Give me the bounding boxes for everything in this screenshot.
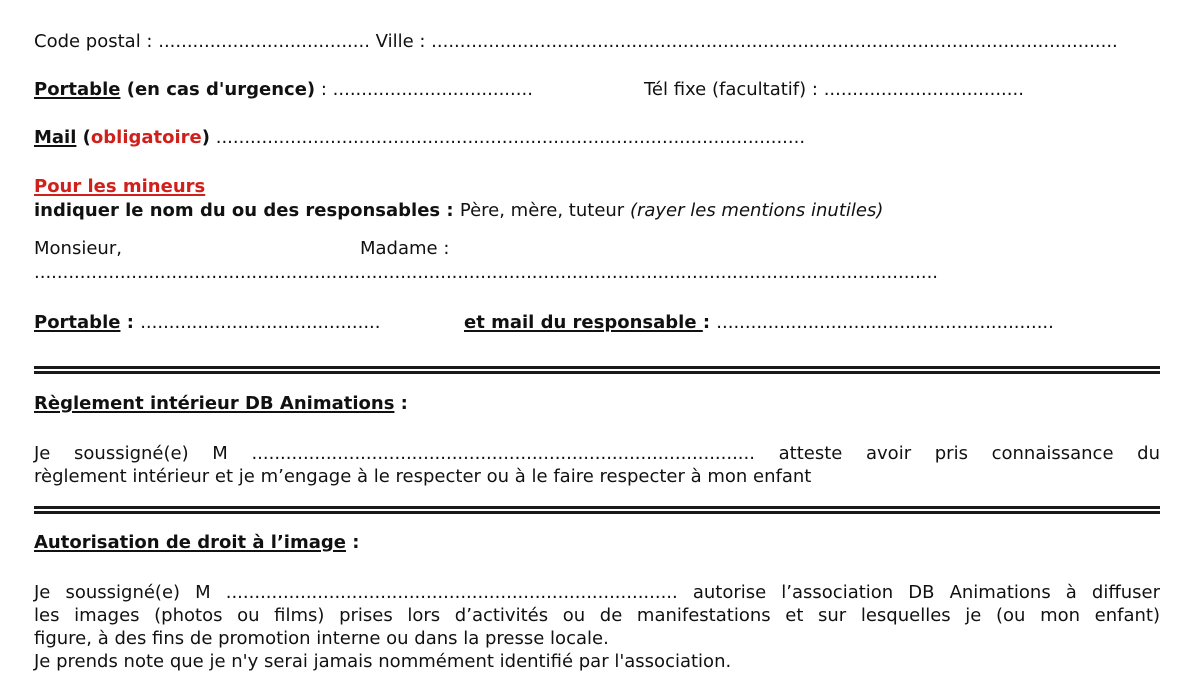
guardian-instruction-italic: (rayer les mentions inutiles) [629,200,884,221]
image-rights-line-1 [34,581,1160,604]
landline-label: Tél fixe (facultatif) : [644,79,824,100]
guardian-instruction-bold: indiquer le nom du ou des responsables : [34,200,460,221]
mobile-label-note: (en cas d'urgence) [120,79,316,100]
rules-name-field[interactable]: ........................................................................................ [251,443,755,464]
mail-field[interactable]: ....................................................................................................... [210,127,806,148]
mobile-colon: : [315,79,333,100]
rules-line-1-start: Je soussigné(e) M [34,443,252,464]
guardian-mail-label: et mail du responsable [464,312,703,333]
rules-line-2: règlement intérieur et je m’engage à le respecter ou à le faire respecter à mon enfant [34,466,812,487]
mail-paren-open: ( [76,127,91,148]
mail-required-note: obligatoire [90,127,202,148]
rules-title: Règlement intérieur DB Animations [34,393,395,414]
guardian-instruction-text: Père, mère, tuteur [459,200,630,221]
guardian-mobile-field[interactable]: .......................................... [140,312,381,333]
image-rights-line-3: figure, à des fins de promotion interne ou dans la presse locale. [34,628,609,649]
image-rights-title: Autorisation de droit à l’image [34,532,346,553]
image-rights-title-colon: : [345,532,360,553]
rules-line-1 [34,442,1160,465]
landline-field[interactable]: ................................... [823,79,1024,100]
guardian-mobile-colon: : [120,312,141,333]
landline-row [644,79,1024,101]
postal-code-field[interactable]: ..................................... [158,31,370,52]
guardian-mail-row [464,312,1054,334]
postal-row [34,31,1118,53]
rules-title-colon: : [394,393,408,414]
image-rights-line-1-start: Je soussigné(e) M [34,582,226,603]
rules-line-1-end: atteste avoir pris connaissance du [754,443,1160,464]
mail-label: Mail [34,127,77,148]
minors-heading: Pour les mineurs [34,176,206,197]
image-rights-line-4: Je prends note que je n'y serai jamais nommément identifié par l'association. [34,651,732,672]
image-rights-statement [34,581,1160,673]
image-rights-title-row [34,532,359,554]
rules-statement [34,442,1160,488]
guardian-madame-label: Madame : [360,238,450,259]
rules-title-row [34,393,408,415]
city-field[interactable]: ........................................................................................................................ [431,31,1118,52]
mobile-field[interactable]: ................................... [332,79,533,100]
city-label: Ville : [375,31,432,52]
guardian-mail-field[interactable]: ........................................................... [716,312,1054,333]
guardian-instruction [34,200,883,222]
guardian-contact-row [34,312,381,334]
guardian-monsieur-label: Monsieur, [34,238,122,259]
mail-paren-close: ) [201,127,210,148]
phone-row [34,79,533,101]
section-divider [34,506,1160,514]
mobile-label: Portable [34,79,121,100]
image-rights-line-1-end: autorise l’association DB Animations à diffuser [677,582,1160,603]
image-rights-line-2: les images (photos ou films) prises lors d’activités ou de manifestations et sur lesquelles je (ou mon enfant) [34,605,1160,626]
postal-code-label: Code postal : [34,31,159,52]
section-divider [34,366,1160,374]
guardian-name-field[interactable]: .............................................................................................................................................................. [34,262,939,283]
guardian-mail-colon: : [702,312,717,333]
image-rights-name-field[interactable]: ............................................................................... [225,582,678,603]
mail-row [34,127,805,149]
guardian-mobile-label: Portable [34,312,121,333]
minors-heading-row [34,176,205,198]
